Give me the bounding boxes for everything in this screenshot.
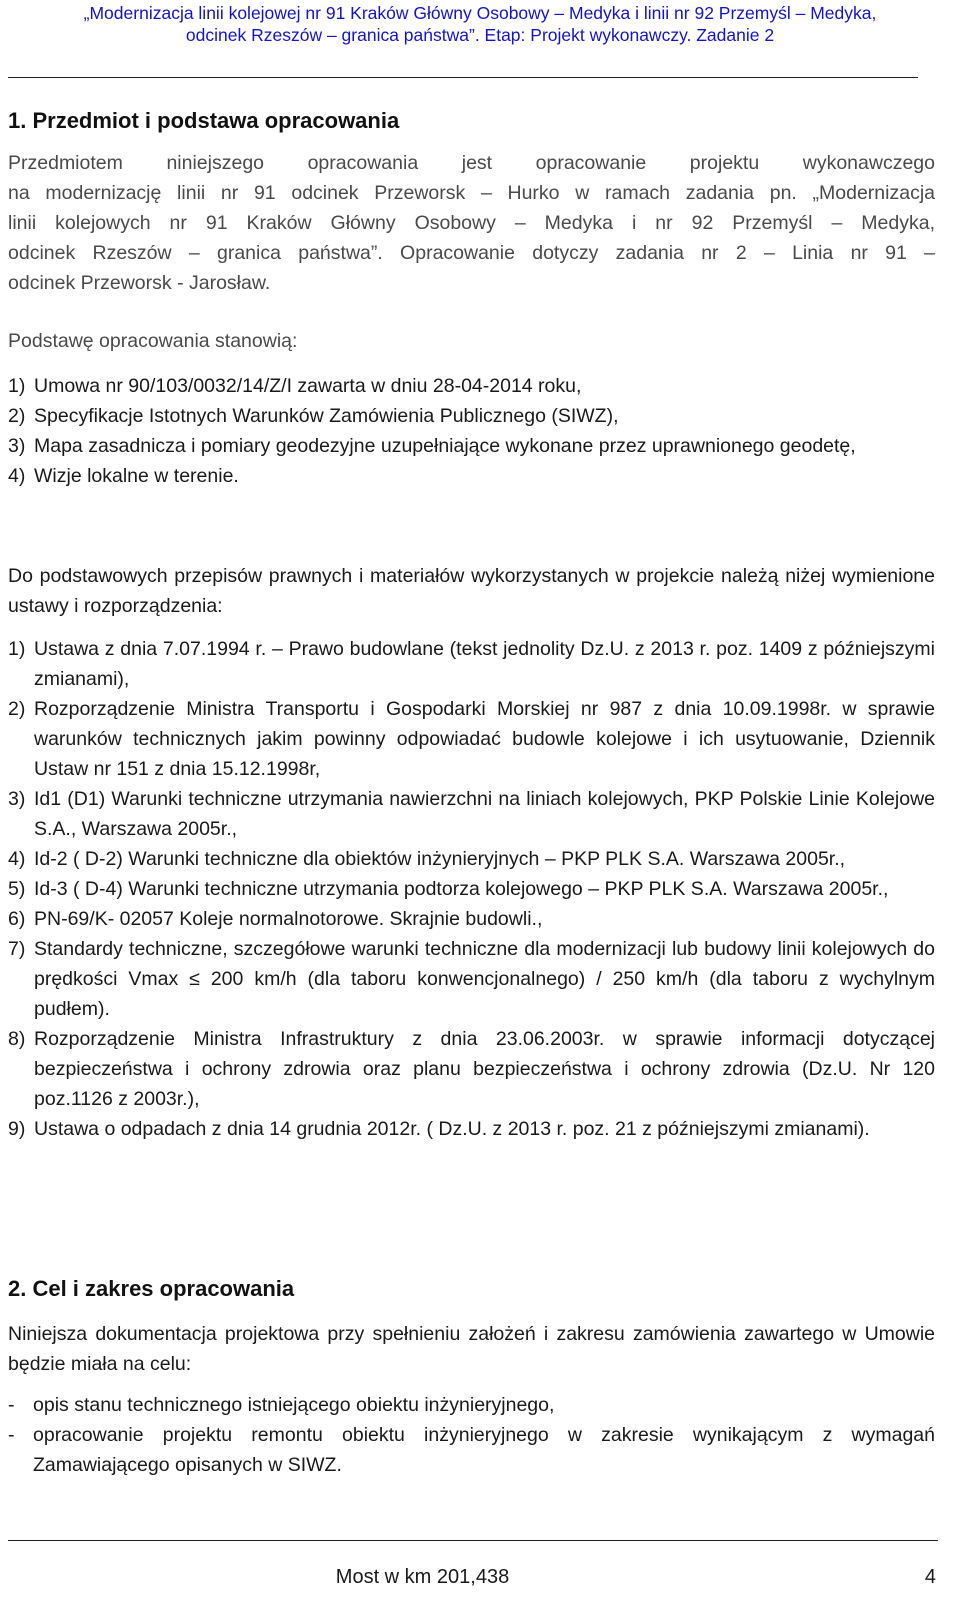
- list-item: [8, 1420, 935, 1480]
- list-item-number: 4): [8, 465, 26, 487]
- list-item: [8, 1024, 935, 1114]
- header-line-2: odcinek Rzeszów – granica państwa”. Etap: Projekt wykonawczy. Zadanie 2: [185, 25, 775, 45]
- intro-line-3: linii kolejowych nr 91 Kraków Główny Osobowy – Medyka i nr 92 Przemyśl – Medyka,: [8, 212, 935, 234]
- intro-line-5: odcinek Przeworsk - Jarosław.: [8, 272, 271, 294]
- list-item: [8, 874, 935, 904]
- section-2-intro: Niniejsza dokumentacja projektowa przy spełnieniu założeń i zakresu zamówienia zawartego w Umowie będzie miała na celu:: [8, 1323, 935, 1375]
- list-item-number: 3): [8, 435, 26, 457]
- header-line-1: „Modernizacja linii kolejowej nr 91 Kraków Główny Osobowy – Medyka i linii nr 92 Przemyśl – Medyka,: [83, 3, 877, 23]
- list-item-number: 4): [8, 848, 26, 870]
- basis-label: Podstawę opracowania stanowią:: [8, 330, 298, 352]
- list-item-number: 1): [8, 638, 26, 660]
- laws-intro: Do podstawowych przepisów prawnych i materiałów wykorzystanych w projekcie należą niżej wymienione ustawy i rozporządzenia:: [8, 565, 935, 617]
- list-item-number: 7): [8, 938, 26, 960]
- list-item-number: 2): [8, 405, 26, 427]
- list-item: [8, 1390, 935, 1420]
- footer-title: Most w km 201,438: [335, 1566, 510, 1588]
- list-item-text: Wizje lokalne w terenie.: [34, 465, 239, 487]
- section-1-heading: 1. Przedmiot i podstawa opracowania: [8, 108, 400, 133]
- list-item-text: Rozporządzenie Ministra Transportu i Gospodarki Morskiej nr 987 z dnia 10.09.1998r. w sprawie warunków technicznych jakim powinny odpowiadać budowle kolejowe i ich usytuowanie, Dziennik Ustaw nr 151 z dnia 15.12.1998r,: [34, 698, 935, 780]
- laws-list: [8, 634, 935, 1144]
- list-item-text: Id-2 ( D-2) Warunki techniczne dla obiektów inżynieryjnych – PKP PLK S.A. Warszawa 2005r.,: [34, 848, 846, 870]
- list-item-number: 8): [8, 1028, 26, 1050]
- page-number: 4: [924, 1566, 936, 1588]
- list-item-bullet: -: [8, 1394, 15, 1416]
- list-item-text: Ustawa o odpadach z dnia 14 grudnia 2012r. ( Dz.U. z 2013 r. poz. 21 z późniejszymi zmianami).: [34, 1118, 870, 1140]
- list-item-bullet: -: [8, 1424, 15, 1446]
- section-2-heading: 2. Cel i zakres opracowania: [8, 1276, 295, 1301]
- list-item: [8, 694, 935, 784]
- list-item-number: 6): [8, 908, 26, 930]
- list-item-text: Standardy techniczne, szczegółowe warunki techniczne dla modernizacji lub budowy linii kolejowych do prędkości Vmax ≤ 200 km/h (dla taboru konwencjonalnego) / 250 km/h (dla taboru z wychylnym pudłem).: [34, 938, 935, 1020]
- list-item-text: Ustawa z dnia 7.07.1994 r. – Prawo budowlane (tekst jednolity Dz.U. z 2013 r. poz. 1409 z późniejszymi zmianami),: [34, 638, 935, 690]
- list-item: [8, 934, 935, 1024]
- list-item-number: 2): [8, 698, 26, 720]
- list-item-text: PN-69/K- 02057 Koleje normalnotorowe. Skrajnie budowli.,: [34, 908, 543, 930]
- list-item-text: opis stanu technicznego istniejącego obiektu inżynieryjnego,: [33, 1394, 555, 1416]
- header-divider: [8, 77, 918, 78]
- section-1-intro: [8, 148, 935, 298]
- list-item-text: Umowa nr 90/103/0032/14/Z/I zawarta w dniu 28-04-2014 roku,: [34, 375, 582, 397]
- goals-list: [8, 1390, 935, 1480]
- list-item-text: Mapa zasadnicza i pomiary geodezyjne uzupełniające wykonane przez uprawnionego geodetę,: [34, 435, 856, 457]
- list-item-number: 5): [8, 878, 26, 900]
- list-item: [8, 431, 935, 461]
- list-item-number: 3): [8, 788, 26, 810]
- list-item-number: 1): [8, 375, 26, 397]
- list-item: [8, 401, 935, 431]
- list-item: [8, 634, 935, 694]
- list-item-text: opracowanie projektu remontu obiektu inżynieryjnego w zakresie wynikającym z wymagań Zamawiającego opisanych w SIWZ.: [33, 1424, 935, 1476]
- list-item: [8, 844, 935, 874]
- intro-line-4: odcinek Rzeszów – granica państwa”. Opracowanie dotyczy zadania nr 2 – Linia nr 91 –: [8, 242, 935, 264]
- footer-divider: [8, 1540, 938, 1541]
- list-item: [8, 371, 935, 401]
- intro-line-1: [8, 148, 935, 178]
- list-item-number: 9): [8, 1118, 26, 1140]
- list-item-text: Rozporządzenie Ministra Infrastruktury z dnia 23.06.2003r. w sprawie informacji dotyczącej bezpieczeństwa i ochrony zdrowia oraz planu bezpieczeństwa i ochrony zdrowia (Dz.U. Nr 120 poz.1126 z 2003r.),: [34, 1028, 935, 1110]
- list-item: [8, 904, 935, 934]
- list-item: [8, 1114, 935, 1144]
- list-item-text: Id-3 ( D-4) Warunki techniczne utrzymania podtorza kolejowego – PKP PLK S.A. Warszawa 2005r.,: [34, 878, 889, 900]
- list-item: [8, 784, 935, 844]
- intro-line-1-text: Przedmiotem niniejszego opracowania jest opracowanie projektu wykonawczego: [8, 152, 935, 174]
- list-item-text: Specyfikacje Istotnych Warunków Zamówienia Publicznego (SIWZ),: [34, 405, 619, 427]
- basis-list: [8, 371, 935, 491]
- intro-line-2: na modernizację linii nr 91 odcinek Przeworsk – Hurko w ramach zadania pn. „Modernizacja: [8, 182, 935, 204]
- list-item: [8, 461, 935, 491]
- list-item-text: Id1 (D1) Warunki techniczne utrzymania nawierzchni na liniach kolejowych, PKP Polskie Linie Kolejowe S.A., Warszawa 2005r.,: [34, 788, 935, 840]
